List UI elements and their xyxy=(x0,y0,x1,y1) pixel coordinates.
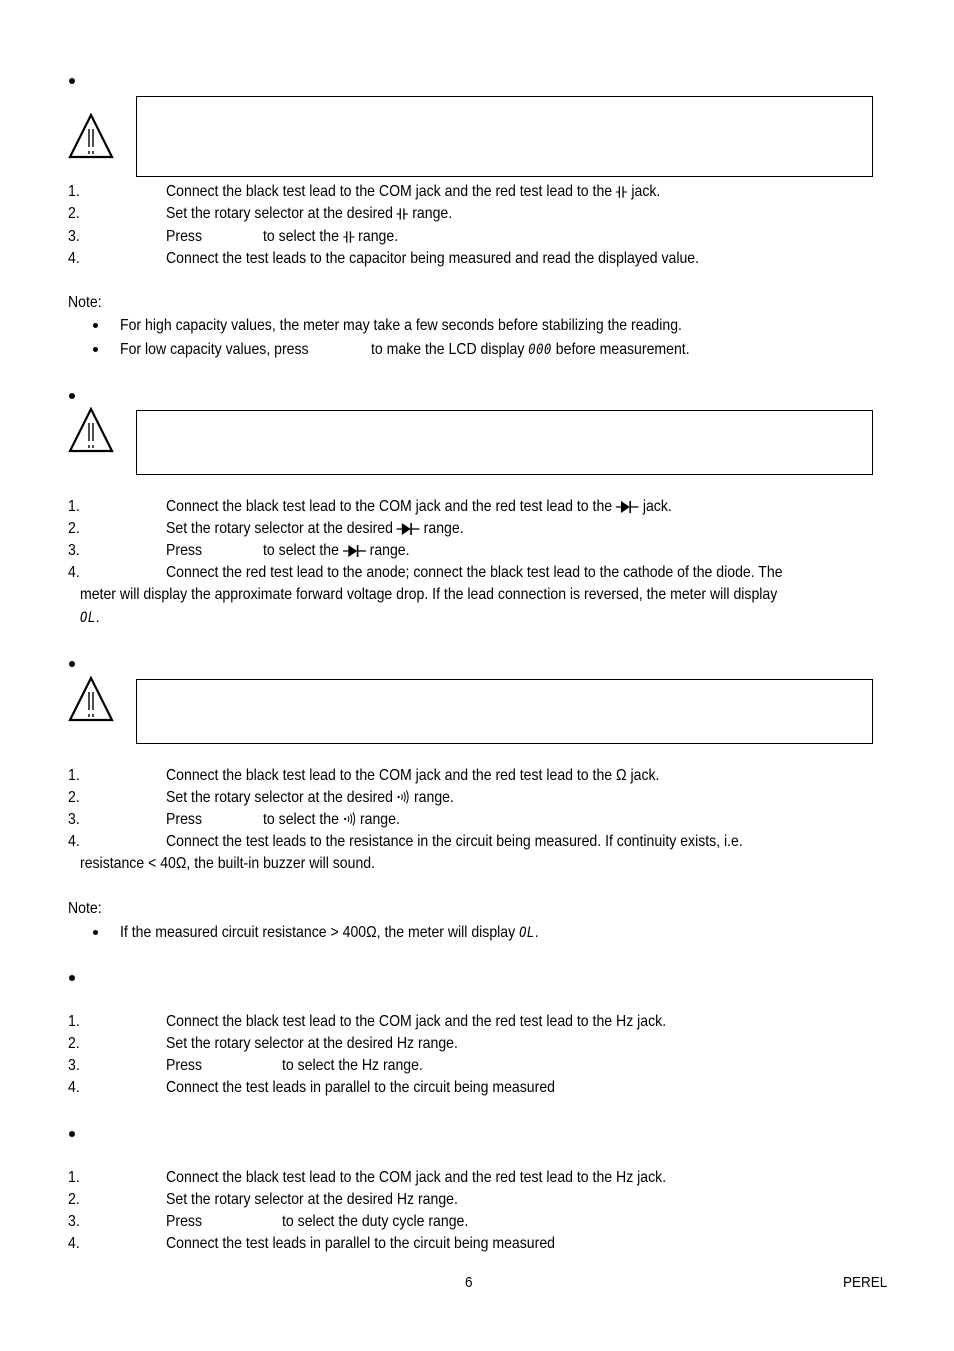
step-number: 4. xyxy=(68,564,80,581)
step-number: 2. xyxy=(68,1035,80,1052)
step-number: 3. xyxy=(68,1213,80,1230)
step-number: 3. xyxy=(68,1057,80,1074)
step-number: 4. xyxy=(68,833,80,850)
note-bullet xyxy=(93,347,98,352)
warning-box-diode xyxy=(136,410,873,475)
section-bullet-duty-cycle xyxy=(69,1131,75,1137)
step-number: 1. xyxy=(68,1013,80,1030)
lcd-reading: 000 xyxy=(528,342,552,358)
step-text: to select the duty cycle range. xyxy=(282,1213,469,1230)
buzzer-icon xyxy=(343,811,356,827)
lcd-reading: OL xyxy=(80,610,96,626)
step-text: to select the Hz range. xyxy=(282,1057,423,1074)
step-text: to select the range. xyxy=(263,542,410,559)
diode-icon xyxy=(397,522,420,536)
step-press-label: Press xyxy=(166,1057,202,1074)
step-text: to select the range. xyxy=(263,811,400,828)
footer-brand: PEREL xyxy=(843,1274,888,1291)
step-text-continued: resistance < 40Ω, the built-in buzzer will sound. xyxy=(80,855,376,872)
step-number: 3. xyxy=(68,228,80,245)
step-text: Connect the black test lead to the COM jack and the red test lead to the jack. xyxy=(166,498,672,515)
note-bullet xyxy=(93,323,98,328)
lcd-reading: OL xyxy=(519,925,535,941)
step-text-continued: meter will display the approximate forward voltage drop. If the lead connection is reversed, the meter will display xyxy=(80,586,778,603)
step-number: 4. xyxy=(68,250,80,267)
section-bullet-continuity xyxy=(69,661,75,667)
warning-icon xyxy=(68,407,114,453)
step-text: Set the rotary selector at the desired range. xyxy=(166,205,453,222)
step-number: 4. xyxy=(68,1235,80,1252)
step-text: Connect the black test lead to the COM jack and the red test lead to the Hz jack. xyxy=(166,1013,667,1030)
step-number: 2. xyxy=(68,520,80,537)
capacitor-icon xyxy=(616,185,627,199)
step-text: Set the rotary selector at the desired range. xyxy=(166,789,454,806)
step-press-label: Press xyxy=(166,542,202,559)
step-text: Connect the black test lead to the COM jack and the red test lead to the Ω jack. xyxy=(166,767,660,784)
step-number: 2. xyxy=(68,1191,80,1208)
step-text: to select the range. xyxy=(263,228,399,245)
warning-box-continuity xyxy=(136,679,873,744)
step-number: 3. xyxy=(68,811,80,828)
step-text-continued: OL. xyxy=(80,609,100,626)
warning-box-capacitance xyxy=(136,96,873,177)
step-text: Connect the black test lead to the COM jack and the red test lead to the Hz jack. xyxy=(166,1169,667,1186)
note-text: to make the LCD display 000 before measurement. xyxy=(371,341,690,358)
step-text: Connect the test leads in parallel to the circuit being measured xyxy=(166,1235,555,1252)
section-bullet-frequency xyxy=(69,975,75,981)
capacitor-icon xyxy=(397,207,408,221)
section-bullet-capacitance xyxy=(69,78,75,84)
buzzer-icon xyxy=(397,789,410,805)
step-number: 3. xyxy=(68,542,80,559)
note-text: For high capacity values, the meter may take a few seconds before stabilizing the reading. xyxy=(120,317,682,334)
step-number: 2. xyxy=(68,205,80,222)
note-label: Note: xyxy=(68,900,102,917)
note-text: If the measured circuit resistance > 400Ω, the meter will display OL. xyxy=(120,924,539,941)
step-number: 4. xyxy=(68,1079,80,1096)
step-number: 1. xyxy=(68,498,80,515)
step-number: 1. xyxy=(68,183,80,200)
step-text: Connect the test leads to the capacitor being measured and read the displayed value. xyxy=(166,250,700,267)
step-text: Connect the test leads to the resistance in the circuit being measured. If continuity exists, i.e. xyxy=(166,833,743,850)
step-number: 1. xyxy=(68,1169,80,1186)
step-text: Connect the red test lead to the anode; connect the black test lead to the cathode of the diode. The xyxy=(166,564,783,581)
section-bullet-diode xyxy=(69,393,75,399)
step-press-label: Press xyxy=(166,1213,202,1230)
step-text: Set the rotary selector at the desired range. xyxy=(166,520,464,537)
note-bullet xyxy=(93,930,98,935)
note-label: Note: xyxy=(68,294,102,311)
step-text: Set the rotary selector at the desired Hz range. xyxy=(166,1191,458,1208)
warning-icon xyxy=(68,113,114,159)
step-text: Connect the test leads in parallel to the circuit being measured xyxy=(166,1079,555,1096)
step-text: Connect the black test lead to the COM jack and the red test lead to the jack. xyxy=(166,183,661,200)
step-number: 2. xyxy=(68,789,80,806)
step-text: Set the rotary selector at the desired Hz range. xyxy=(166,1035,458,1052)
step-press-label: Press xyxy=(166,228,202,245)
ohm-symbol: Ω xyxy=(616,767,627,784)
step-press-label: Press xyxy=(166,811,202,828)
step-number: 1. xyxy=(68,767,80,784)
note-text: For low capacity values, press xyxy=(120,341,309,358)
page-number: 6 xyxy=(465,1274,473,1291)
diode-icon xyxy=(343,544,366,558)
capacitor-icon xyxy=(343,230,354,244)
warning-icon xyxy=(68,676,114,722)
diode-icon xyxy=(616,500,639,514)
